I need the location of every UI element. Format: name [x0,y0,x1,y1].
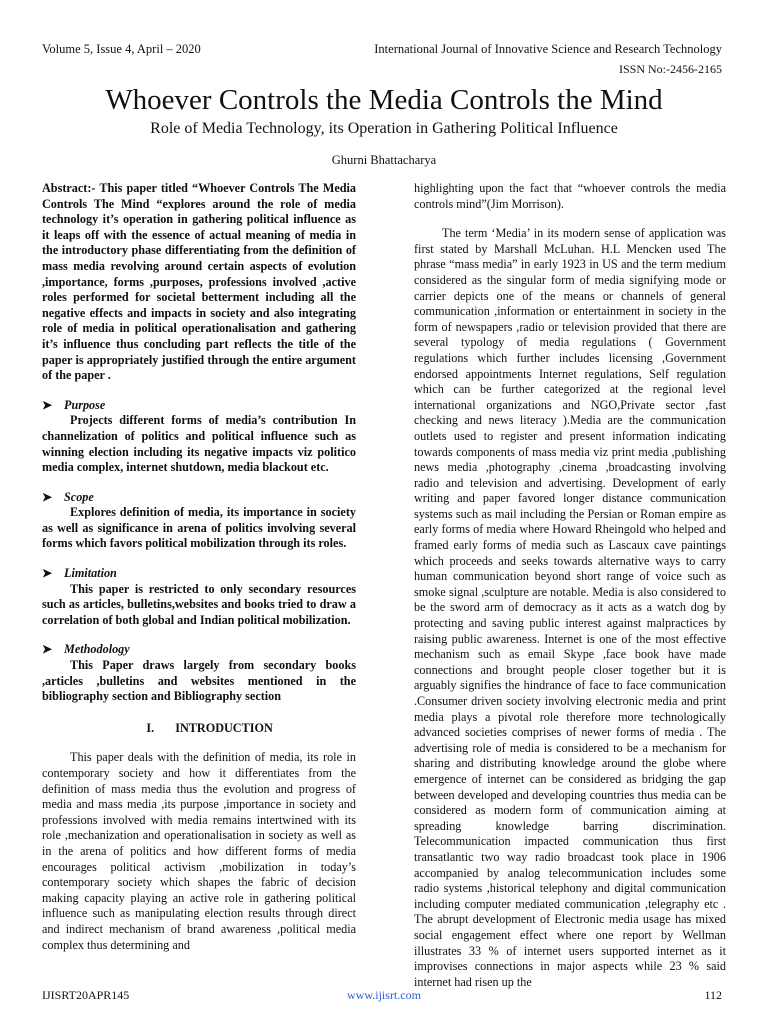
methodology-heading: Methodology [64,642,130,657]
arrow-bullet-icon: ➤ [42,642,53,657]
section-heading-limitation [42,566,356,582]
introduction-paragraph: This paper deals with the definition of media, its role in contemporary society and how it differentiates from the definition of mass media thus the evolution and progress of media and mass media ,its purpose ,importance in society and professions involved with media remains intertwined with its role ,mechanization and operationalisation in society as well as in the arena of politics and how different forms of media encourages political activism ,mobilization in today’s contemporary society which shapes the fabric of decision making capacity playing an active role in gathering political influence such as manipulating election results through direct and indirect mechanism of brand awareness ,political media complex thus determining and [42,750,356,952]
purpose-heading: Purpose [64,397,106,412]
author-name: Ghurni Bhattacharya [331,153,437,167]
journal-volume: Volume 5, Issue 4, April – 2020 [42,42,201,56]
paper-title: Whoever Controls the Media Controls the Mind [105,84,663,116]
right-column [414,181,726,990]
methodology-body: This Paper draws largely from secondary books ,articles ,bulletins and websites mentioned in the bibliography section and Bibliography section [42,658,356,704]
limitation-body: This paper is restricted to only secondary resources such as articles, bulletins,websites and books tried to draw a correlation of both global and Indian political mobilization. [42,581,356,627]
abstract-paragraph: Abstract:- This paper titled “Whoever Controls The Media Controls The Mind “explores around the role of media technology it’s operation in gathering political influence as it leaps off with the essence of actual meaning of media in the introductory phase differentiating from the definition of mass media revolving around certain aspects of evolution ,importance, forms ,purposes, professions involved ,active roles performed for societal betterment including all the negative effects and impacts in society and also integrating role of media in political operationalisation and gathering it’s influence thus concluding part reflects the title of the paper is appropriately justified through the entire argument of the paper . [42,181,356,383]
section-heading-methodology [42,642,356,658]
limitation-heading: Limitation [64,566,117,581]
introduction-number: I. [146,720,155,735]
arrow-bullet-icon: ➤ [42,489,53,504]
footer-website-link[interactable]: www.ijisrt.com [347,988,421,1002]
media-definition-paragraph: The term ‘Media’ in its modern sense of application was first stated by Marshall McLuhan. H.L Mencken used The phrase “mass media” in early 1923 in US and the term medium considered as the singular form of media signifying mode or carrier depicts one of the means or channels of general communication ,information or entertainment in society in the form of newspapers ,radio or television provided that there are several typology of media regulations ( Government regulations which further includes licensing ,Government endorsed appointments Internet regulations, Self regulation which can be further categorized at the regional level international organizations and NGO,Private sector ,fast checking and news literacy ).Media are the communication outlets used to register and present information indicating towards components of mass media viz print media ,publishing news media ,photography ,cinema ,broadcasting involving radio and television and advertising. Development of early writing and paper favored longer distance communication systems such as mail including the Persian or Roman empire as early forms of media where Howard Rheingold who helped and framed early forms of media such as Lascaux cave paintings which proceeds and seeks towards alternative ways to carry human communication beyond short range of voice such as smoke signal ,sculpture are notable. Media is also considered to be the sword arm of democracy as it acts as a watch dog by protecting and saving public interest against malpractices by raising public awareness. Internet is one of the most effective mechanism such as email Skype ,face book have made connections and brought people closer together but it is arguably signifies the hindrance of face to face communication .Consumer driven society involving electronic media and print media plays a pivotal role therefore more technologically advanced societies comprises of newer forms of media . The advertising role of media is considered to be a mechanism for sharing and distributing knowledge around the globe where emergence of internet can be considered as bridging the gap between developed and developing countries thus media can be considered as modern form of communication aiming at spreading knowledge barring discrimination. Telecommunication impacted communication thus first transatlantic two way radio broadcast took place in 1906 accompanied by analog telecommunication includes some radio systems ,historical telephony and digital communication including computer mediated communication ,telegraphy etc . The abrupt development of Electronic media usage has mixed social engagement effect where one report by Wellman illustrates 33 % of internet users supported internet as it improvises connections in major aspects while 23 % said internet had risen up the [414,226,726,989]
paper-subtitle: Role of Media Technology, its Operation in Gathering Political Influence [150,120,618,137]
scope-body: Explores definition of media, its importance in society as well as significance in arena of politics involving several forms which favors political mobilization through its roles. [42,505,356,551]
arrow-bullet-icon: ➤ [42,397,53,412]
arrow-bullet-icon: ➤ [42,566,53,581]
footer-paper-code: IJISRT20APR145 [42,988,130,1002]
section-heading-purpose [42,398,356,414]
introduction-title: INTRODUCTION [175,720,273,735]
footer-page-number: 112 [704,988,722,1002]
purpose-body: Projects different forms of media’s contribution In channelization of politics and political influence such as winning election including its negative impacts viz politico media complex, internet shutdown, media blackout etc. [42,413,356,475]
left-column [42,181,356,953]
scope-heading: Scope [64,489,94,504]
journal-name: International Journal of Innovative Science and Research Technology [374,42,722,56]
continuation-paragraph: highlighting upon the fact that “whoever controls the media controls mind”(Jim Morrison). [414,181,726,211]
introduction-heading [42,721,356,737]
section-heading-scope [42,490,356,506]
issn-number: ISSN No:-2456-2165 [618,62,722,76]
